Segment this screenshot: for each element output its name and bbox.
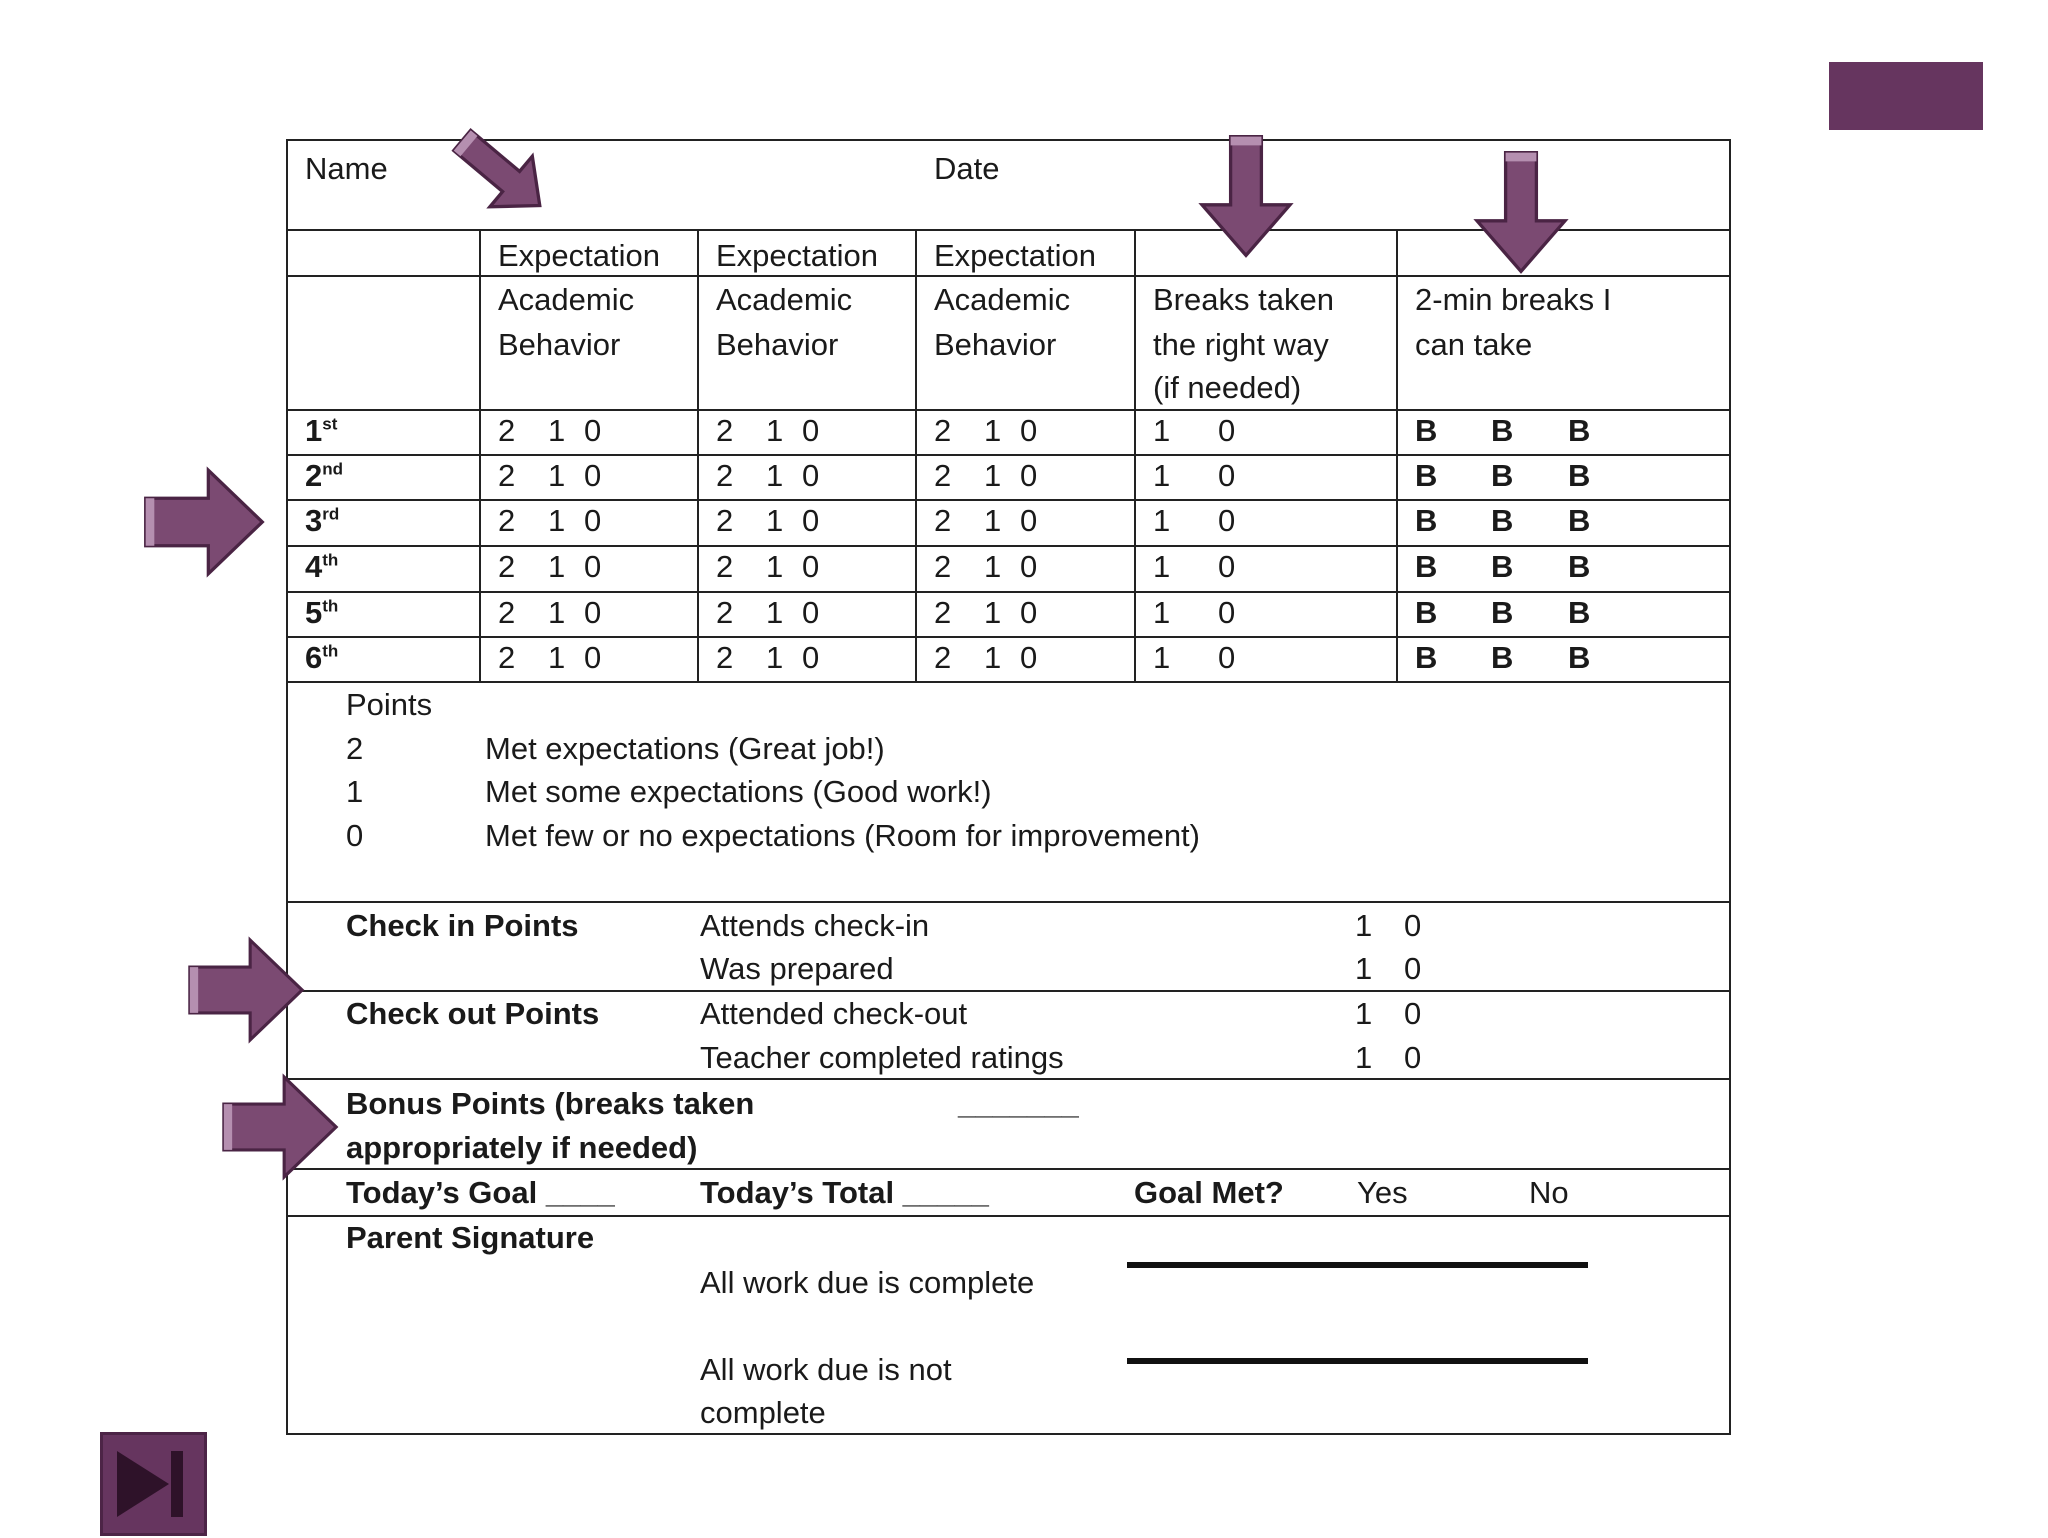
break-token: B (1491, 503, 1514, 538)
score-1: 1 (548, 549, 566, 584)
break-score-1: 1 (1153, 503, 1171, 538)
score-0: 0 (802, 549, 820, 584)
score-0: 0 (584, 458, 602, 493)
break-score-0: 0 (1218, 458, 1236, 493)
score-2: 2 (934, 595, 952, 630)
break-score-1: 1 (1153, 640, 1171, 675)
score-0: 0 (1020, 503, 1038, 538)
score-0: 0 (1020, 595, 1038, 630)
score-0: 0 (802, 640, 820, 675)
period-suffix: st (322, 414, 338, 434)
score-1: 1 (984, 595, 1002, 630)
score-0: 0 (802, 503, 820, 538)
check-out-item: Attended check-out (700, 996, 968, 1031)
break-score-1: 1 (1153, 549, 1171, 584)
period-number: 5 (305, 595, 323, 630)
score-1: 1 (984, 413, 1002, 448)
score-2: 2 (934, 413, 952, 448)
period-label (305, 591, 338, 635)
score-2: 2 (934, 503, 952, 538)
period-label (305, 454, 343, 498)
score-0: 0 (1020, 549, 1038, 584)
score-0: 0 (584, 503, 602, 538)
col2-behavior: Behavior (716, 327, 839, 362)
score-2: 2 (498, 503, 516, 538)
score-0: 0 (802, 413, 820, 448)
score-1: 1 (766, 413, 784, 448)
break-token: B (1568, 595, 1591, 630)
points-key-value: 2 (346, 731, 364, 766)
check-in-score-0: 0 (1404, 908, 1422, 943)
period-number: 6 (305, 640, 323, 675)
name-label: Name (305, 151, 388, 186)
points-key-value: 0 (346, 818, 364, 853)
skip-next-icon (103, 1435, 204, 1533)
score-2: 2 (716, 458, 734, 493)
break-score-1: 1 (1153, 458, 1171, 493)
break-token: B (1415, 413, 1438, 448)
arrow-icon (1466, 150, 1576, 274)
col2-academic: Academic (716, 282, 853, 317)
score-1: 1 (984, 549, 1002, 584)
score-0: 0 (584, 549, 602, 584)
break-token: B (1491, 640, 1514, 675)
score-0: 0 (802, 458, 820, 493)
work-not-complete-label-line1: All work due is not (700, 1352, 952, 1387)
period-number: 4 (305, 549, 323, 584)
score-2: 2 (498, 595, 516, 630)
break-score-0: 0 (1218, 640, 1236, 675)
score-2: 2 (716, 595, 734, 630)
breaks-header-line1: Breaks taken (1153, 282, 1334, 317)
break-token: B (1568, 413, 1591, 448)
score-1: 1 (984, 640, 1002, 675)
check-out-label: Check out Points (346, 996, 600, 1031)
score-2: 2 (498, 549, 516, 584)
break-token: B (1568, 549, 1591, 584)
break-token: B (1415, 595, 1438, 630)
bonus-points-blank: _______ (958, 1086, 1079, 1121)
check-out-score-0: 0 (1404, 996, 1422, 1031)
break-token: B (1568, 503, 1591, 538)
breaks-header-line2: the right way (1153, 327, 1329, 362)
score-0: 0 (1020, 458, 1038, 493)
title-accent-bar (1829, 62, 1983, 130)
period-number: 1 (305, 413, 323, 448)
check-in-score-1: 1 (1355, 951, 1373, 986)
check-out-score-0: 0 (1404, 1040, 1422, 1075)
arrow-icon (1191, 134, 1301, 258)
break-token: B (1491, 549, 1514, 584)
arrow-icon (140, 468, 268, 576)
break-token: B (1491, 458, 1514, 493)
col3-behavior: Behavior (934, 327, 1057, 362)
check-in-label: Check in Points (346, 908, 579, 943)
break-token: B (1568, 458, 1591, 493)
work-not-complete-label-line2: complete (700, 1395, 826, 1430)
signature-line-complete (1127, 1262, 1588, 1268)
arrow-icon (184, 938, 308, 1042)
points-key-desc: Met expectations (Great job!) (485, 731, 885, 766)
col3-academic: Academic (934, 282, 1071, 317)
break-score-0: 0 (1218, 413, 1236, 448)
check-in-item: Was prepared (700, 951, 894, 986)
period-label (305, 409, 337, 453)
score-1: 1 (548, 640, 566, 675)
score-1: 1 (766, 503, 784, 538)
twomin-header-line1: 2-min breaks I (1415, 282, 1612, 317)
bonus-points-label-line2: appropriately if needed) (346, 1130, 698, 1165)
period-label (305, 499, 339, 543)
score-1: 1 (548, 458, 566, 493)
parent-signature-label: Parent Signature (346, 1220, 595, 1255)
goal-met-no: No (1529, 1175, 1569, 1210)
period-label (305, 545, 338, 589)
score-1: 1 (766, 640, 784, 675)
score-2: 2 (716, 640, 734, 675)
break-score-1: 1 (1153, 413, 1171, 448)
period-suffix: nd (322, 459, 344, 479)
break-token: B (1415, 503, 1438, 538)
col1-expectation: Expectation (498, 238, 660, 273)
goal-met-label: Goal Met? (1134, 1175, 1284, 1210)
score-2: 2 (716, 549, 734, 584)
date-label: Date (934, 151, 1000, 186)
check-in-check-out-form (286, 139, 1731, 1435)
check-out-score-1: 1 (1355, 1040, 1373, 1075)
score-2: 2 (934, 640, 952, 675)
break-score-0: 0 (1218, 595, 1236, 630)
break-score-0: 0 (1218, 549, 1236, 584)
bonus-points-label-line1: Bonus Points (breaks taken (346, 1086, 755, 1121)
score-2: 2 (934, 458, 952, 493)
score-1: 1 (548, 503, 566, 538)
goal-met-yes: Yes (1357, 1175, 1408, 1210)
check-out-score-1: 1 (1355, 996, 1373, 1031)
score-2: 2 (498, 458, 516, 493)
score-0: 0 (1020, 413, 1038, 448)
period-suffix: th (322, 641, 339, 661)
period-suffix: th (322, 596, 339, 616)
period-label (305, 636, 338, 680)
check-out-item: Teacher completed ratings (700, 1040, 1064, 1075)
check-in-score-0: 0 (1404, 951, 1422, 986)
break-token: B (1568, 640, 1591, 675)
col3-expectation: Expectation (934, 238, 1096, 273)
break-token: B (1415, 549, 1438, 584)
break-token: B (1491, 413, 1514, 448)
points-key-value: 1 (346, 774, 364, 809)
score-2: 2 (498, 640, 516, 675)
score-2: 2 (716, 413, 734, 448)
score-2: 2 (716, 503, 734, 538)
col1-behavior: Behavior (498, 327, 621, 362)
break-token: B (1415, 458, 1438, 493)
break-score-0: 0 (1218, 503, 1236, 538)
score-0: 0 (584, 640, 602, 675)
check-in-score-1: 1 (1355, 908, 1373, 943)
arrow-icon (436, 118, 566, 228)
work-complete-label: All work due is complete (700, 1265, 1035, 1300)
todays-goal: Today’s Goal ____ (346, 1175, 615, 1210)
period-suffix: th (322, 550, 339, 570)
signature-line-not-complete (1127, 1358, 1588, 1364)
todays-total: Today’s Total _____ (700, 1175, 989, 1210)
score-0: 0 (802, 595, 820, 630)
score-2: 2 (498, 413, 516, 448)
score-1: 1 (548, 413, 566, 448)
breaks-header-line3: (if needed) (1153, 370, 1302, 405)
score-2: 2 (934, 549, 952, 584)
points-key-desc: Met few or no expectations (Room for improvement) (485, 818, 1200, 853)
score-1: 1 (548, 595, 566, 630)
score-1: 1 (984, 458, 1002, 493)
score-1: 1 (984, 503, 1002, 538)
arrow-icon (218, 1075, 342, 1179)
check-in-item: Attends check-in (700, 908, 930, 943)
period-number: 3 (305, 503, 323, 538)
col1-academic: Academic (498, 282, 635, 317)
score-0: 0 (584, 595, 602, 630)
period-number: 2 (305, 458, 323, 493)
next-slide-button[interactable] (100, 1432, 207, 1536)
score-1: 1 (766, 595, 784, 630)
points-key-title: Points (346, 687, 433, 722)
break-score-1: 1 (1153, 595, 1171, 630)
score-0: 0 (1020, 640, 1038, 675)
break-token: B (1415, 640, 1438, 675)
period-suffix: rd (322, 504, 340, 524)
score-1: 1 (766, 458, 784, 493)
break-token: B (1491, 595, 1514, 630)
twomin-header-line2: can take (1415, 327, 1533, 362)
col2-expectation: Expectation (716, 238, 878, 273)
score-0: 0 (584, 413, 602, 448)
points-key-desc: Met some expectations (Good work!) (485, 774, 992, 809)
score-1: 1 (766, 549, 784, 584)
